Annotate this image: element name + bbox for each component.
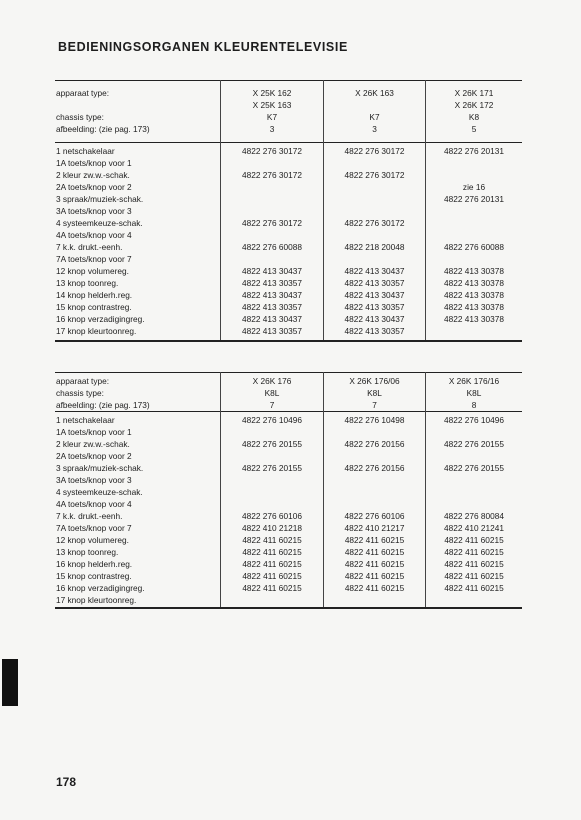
part-number-cell: 4822 411 60215	[344, 583, 405, 593]
row-label: 12 knop volumereg.	[56, 266, 129, 276]
part-number-cell: 4822 276 60088	[444, 242, 504, 252]
part-number-cell: 4822 411 60215	[444, 547, 504, 557]
row-label: 15 knop contrastreg.	[56, 571, 132, 581]
part-number-cell: 4822 411 60215	[444, 583, 504, 593]
row-label: 17 knop kleurtoonreg.	[56, 326, 137, 336]
part-number-cell: 4822 411 60215	[242, 547, 302, 557]
afbeelding-value: 3	[269, 124, 275, 134]
parts-table-1	[55, 80, 522, 342]
part-number-cell: 4822 413 30437	[242, 266, 302, 276]
chassis-type-value: K8L	[367, 388, 382, 398]
chassis-type-label: chassis type:	[56, 112, 104, 122]
row-label: 7A toets/knop voor 7	[56, 523, 132, 533]
row-label: 2 kleur zw.w.-schak.	[56, 439, 130, 449]
part-number-cell: 4822 276 30172	[242, 146, 302, 156]
part-number-cell: 4822 276 30172	[344, 170, 405, 180]
part-number-cell: 4822 276 20156	[344, 463, 405, 473]
part-number-cell: 4822 276 60106	[242, 511, 302, 521]
row-label: 13 knop toonreg.	[56, 547, 119, 557]
table-top-rule	[55, 80, 522, 81]
chassis-type-value: K7	[369, 112, 380, 122]
row-label: 2A toets/knop voor 2	[56, 451, 132, 461]
row-label: 7A toets/knop voor 7	[56, 254, 132, 264]
part-number-cell: 4822 411 60215	[242, 559, 302, 569]
part-number-cell: 4822 276 20131	[444, 194, 504, 204]
part-number-cell: 4822 413 30378	[444, 314, 504, 324]
part-number-cell: 4822 410 21217	[344, 523, 405, 533]
apparaat-type-value: X 26K 176/06	[349, 376, 400, 386]
row-label: 13 knop toonreg.	[56, 278, 119, 288]
row-label: 4 systeemkeuze-schak.	[56, 487, 143, 497]
apparaat-type-label: apparaat type:	[56, 376, 110, 386]
row-label: 16 knop verzadigingreg.	[56, 314, 145, 324]
row-label: 1 netschakelaar	[56, 146, 115, 156]
part-number-cell: 4822 410 21218	[242, 523, 302, 533]
chassis-type-value: K8L	[264, 388, 280, 398]
part-number-cell: 4822 411 60215	[344, 535, 405, 545]
afbeelding-value: 8	[471, 400, 477, 410]
afbeelding-value: 7	[372, 400, 377, 410]
row-label: 4A toets/knop voor 4	[56, 230, 132, 240]
part-number-cell: 4822 276 60106	[344, 511, 405, 521]
page-number: 178	[56, 775, 77, 789]
table-bottom-rule	[55, 340, 522, 342]
apparaat-type-value: X 26K 172	[454, 100, 494, 110]
part-number-cell: 4822 413 30357	[344, 326, 405, 336]
part-number-cell: 4822 411 60215	[344, 547, 405, 557]
chassis-type-value: K8L	[466, 388, 482, 398]
part-number-cell: 4822 413 30378	[444, 266, 504, 276]
part-number-cell: zie 16	[462, 182, 486, 192]
row-label: 1A toets/knop voor 1	[56, 427, 132, 437]
row-label: 12 knop volumereg.	[56, 535, 129, 545]
row-label: 16 knop verzadigingreg.	[56, 583, 145, 593]
part-number-cell: 4822 276 20131	[444, 146, 504, 156]
part-number-cell: 4822 411 60215	[444, 571, 504, 581]
part-number-cell: 4822 276 60088	[242, 242, 302, 252]
row-label: 1 netschakelaar	[56, 415, 115, 425]
part-number-cell: 4822 413 30357	[242, 302, 302, 312]
part-number-cell: 4822 276 20155	[242, 463, 302, 473]
row-label: 3A toets/knop voor 3	[56, 206, 132, 216]
apparaat-type-label: apparaat type:	[56, 88, 110, 98]
part-number-cell: 4822 276 20155	[444, 439, 504, 449]
part-number-cell: 4822 276 10498	[344, 415, 405, 425]
row-label: 16 knop helderh.reg.	[56, 559, 133, 569]
afbeelding-value: 7	[269, 400, 275, 410]
row-label: 7 k.k. drukt.-eenh.	[56, 242, 123, 252]
part-number-cell: 4822 411 60215	[444, 559, 504, 569]
part-number-cell: 4822 276 30172	[242, 218, 302, 228]
part-number-cell: 4822 276 10496	[242, 415, 302, 425]
chassis-type-label: chassis type:	[56, 388, 104, 398]
part-number-cell: 4822 411 60215	[444, 535, 504, 545]
row-label: 3 spraak/muziek-schak.	[56, 194, 144, 204]
part-number-cell: 4822 276 30172	[242, 170, 302, 180]
apparaat-type-value: X 26K 163	[355, 88, 394, 98]
afbeelding-label: afbeelding: (zie pag. 173)	[56, 400, 150, 410]
apparaat-type-value: X 25K 162	[252, 88, 292, 98]
part-number-cell: 4822 276 20156	[344, 439, 405, 449]
table-header-rule	[55, 411, 522, 412]
part-number-cell: 4822 413 30437	[344, 314, 405, 324]
row-label: 3 spraak/muziek-schak.	[56, 463, 144, 473]
row-label: 15 knop contrastreg.	[56, 302, 132, 312]
apparaat-type-value: X 25K 163	[252, 100, 292, 110]
part-number-cell: 4822 276 20155	[242, 439, 302, 449]
part-number-cell: 4822 413 30437	[344, 266, 405, 276]
part-number-cell: 4822 411 60215	[344, 571, 405, 581]
part-number-cell: 4822 411 60215	[242, 535, 302, 545]
row-label: 1A toets/knop voor 1	[56, 158, 132, 168]
part-number-cell: 4822 276 10496	[444, 415, 504, 425]
part-number-cell: 4822 410 21241	[444, 523, 504, 533]
part-number-cell: 4822 413 30437	[242, 290, 302, 300]
part-number-cell: 4822 276 30172	[344, 218, 405, 228]
afbeelding-value: 5	[471, 124, 477, 134]
part-number-cell: 4822 413 30437	[242, 314, 302, 324]
part-number-cell: 4822 411 60215	[242, 571, 302, 581]
part-number-cell: 4822 413 30357	[242, 326, 302, 336]
part-number-cell: 4822 413 30357	[344, 278, 405, 288]
row-label: 2 kleur zw.w.-schak.	[56, 170, 130, 180]
row-label: 4 systeemkeuze-schak.	[56, 218, 143, 228]
table-top-rule	[55, 372, 522, 373]
row-label: 4A toets/knop voor 4	[56, 499, 132, 509]
part-number-cell: 4822 413 30357	[344, 302, 405, 312]
part-number-cell: 4822 413 30378	[444, 302, 504, 312]
part-number-cell: 4822 413 30357	[242, 278, 302, 288]
table-bottom-rule	[55, 607, 522, 609]
table-header-rule	[55, 142, 522, 143]
apparaat-type-value: X 26K 176/16	[448, 376, 500, 386]
part-number-cell: 4822 411 60215	[344, 559, 405, 569]
row-label: 14 knop helderh.reg.	[56, 290, 133, 300]
page-title: BEDIENINGSORGANEN KLEURENTELEVISIE	[58, 40, 348, 54]
afbeelding-value: 3	[372, 124, 377, 134]
part-number-cell: 4822 413 30378	[444, 290, 504, 300]
chassis-type-value: K8	[468, 112, 480, 122]
apparaat-type-value: X 26K 176	[252, 376, 292, 386]
part-number-cell: 4822 276 20155	[444, 463, 504, 473]
apparaat-type-value: X 26K 171	[454, 88, 494, 98]
chassis-type-value: K7	[266, 112, 278, 122]
part-number-cell: 4822 276 80084	[444, 511, 504, 521]
row-label: 7 k.k. drukt.-eenh.	[56, 511, 123, 521]
row-label: 2A toets/knop voor 2	[56, 182, 132, 192]
part-number-cell: 4822 411 60215	[242, 583, 302, 593]
part-number-cell: 4822 218 20048	[344, 242, 405, 252]
row-label: 17 knop kleurtoonreg.	[56, 595, 137, 605]
row-label: 3A toets/knop voor 3	[56, 475, 132, 485]
margin-marker-bar	[2, 659, 18, 706]
part-number-cell: 4822 413 30378	[444, 278, 504, 288]
afbeelding-label: afbeelding: (zie pag. 173)	[56, 124, 150, 134]
part-number-cell: 4822 413 30437	[344, 290, 405, 300]
parts-table-2	[55, 372, 522, 609]
part-number-cell: 4822 276 30172	[344, 146, 405, 156]
